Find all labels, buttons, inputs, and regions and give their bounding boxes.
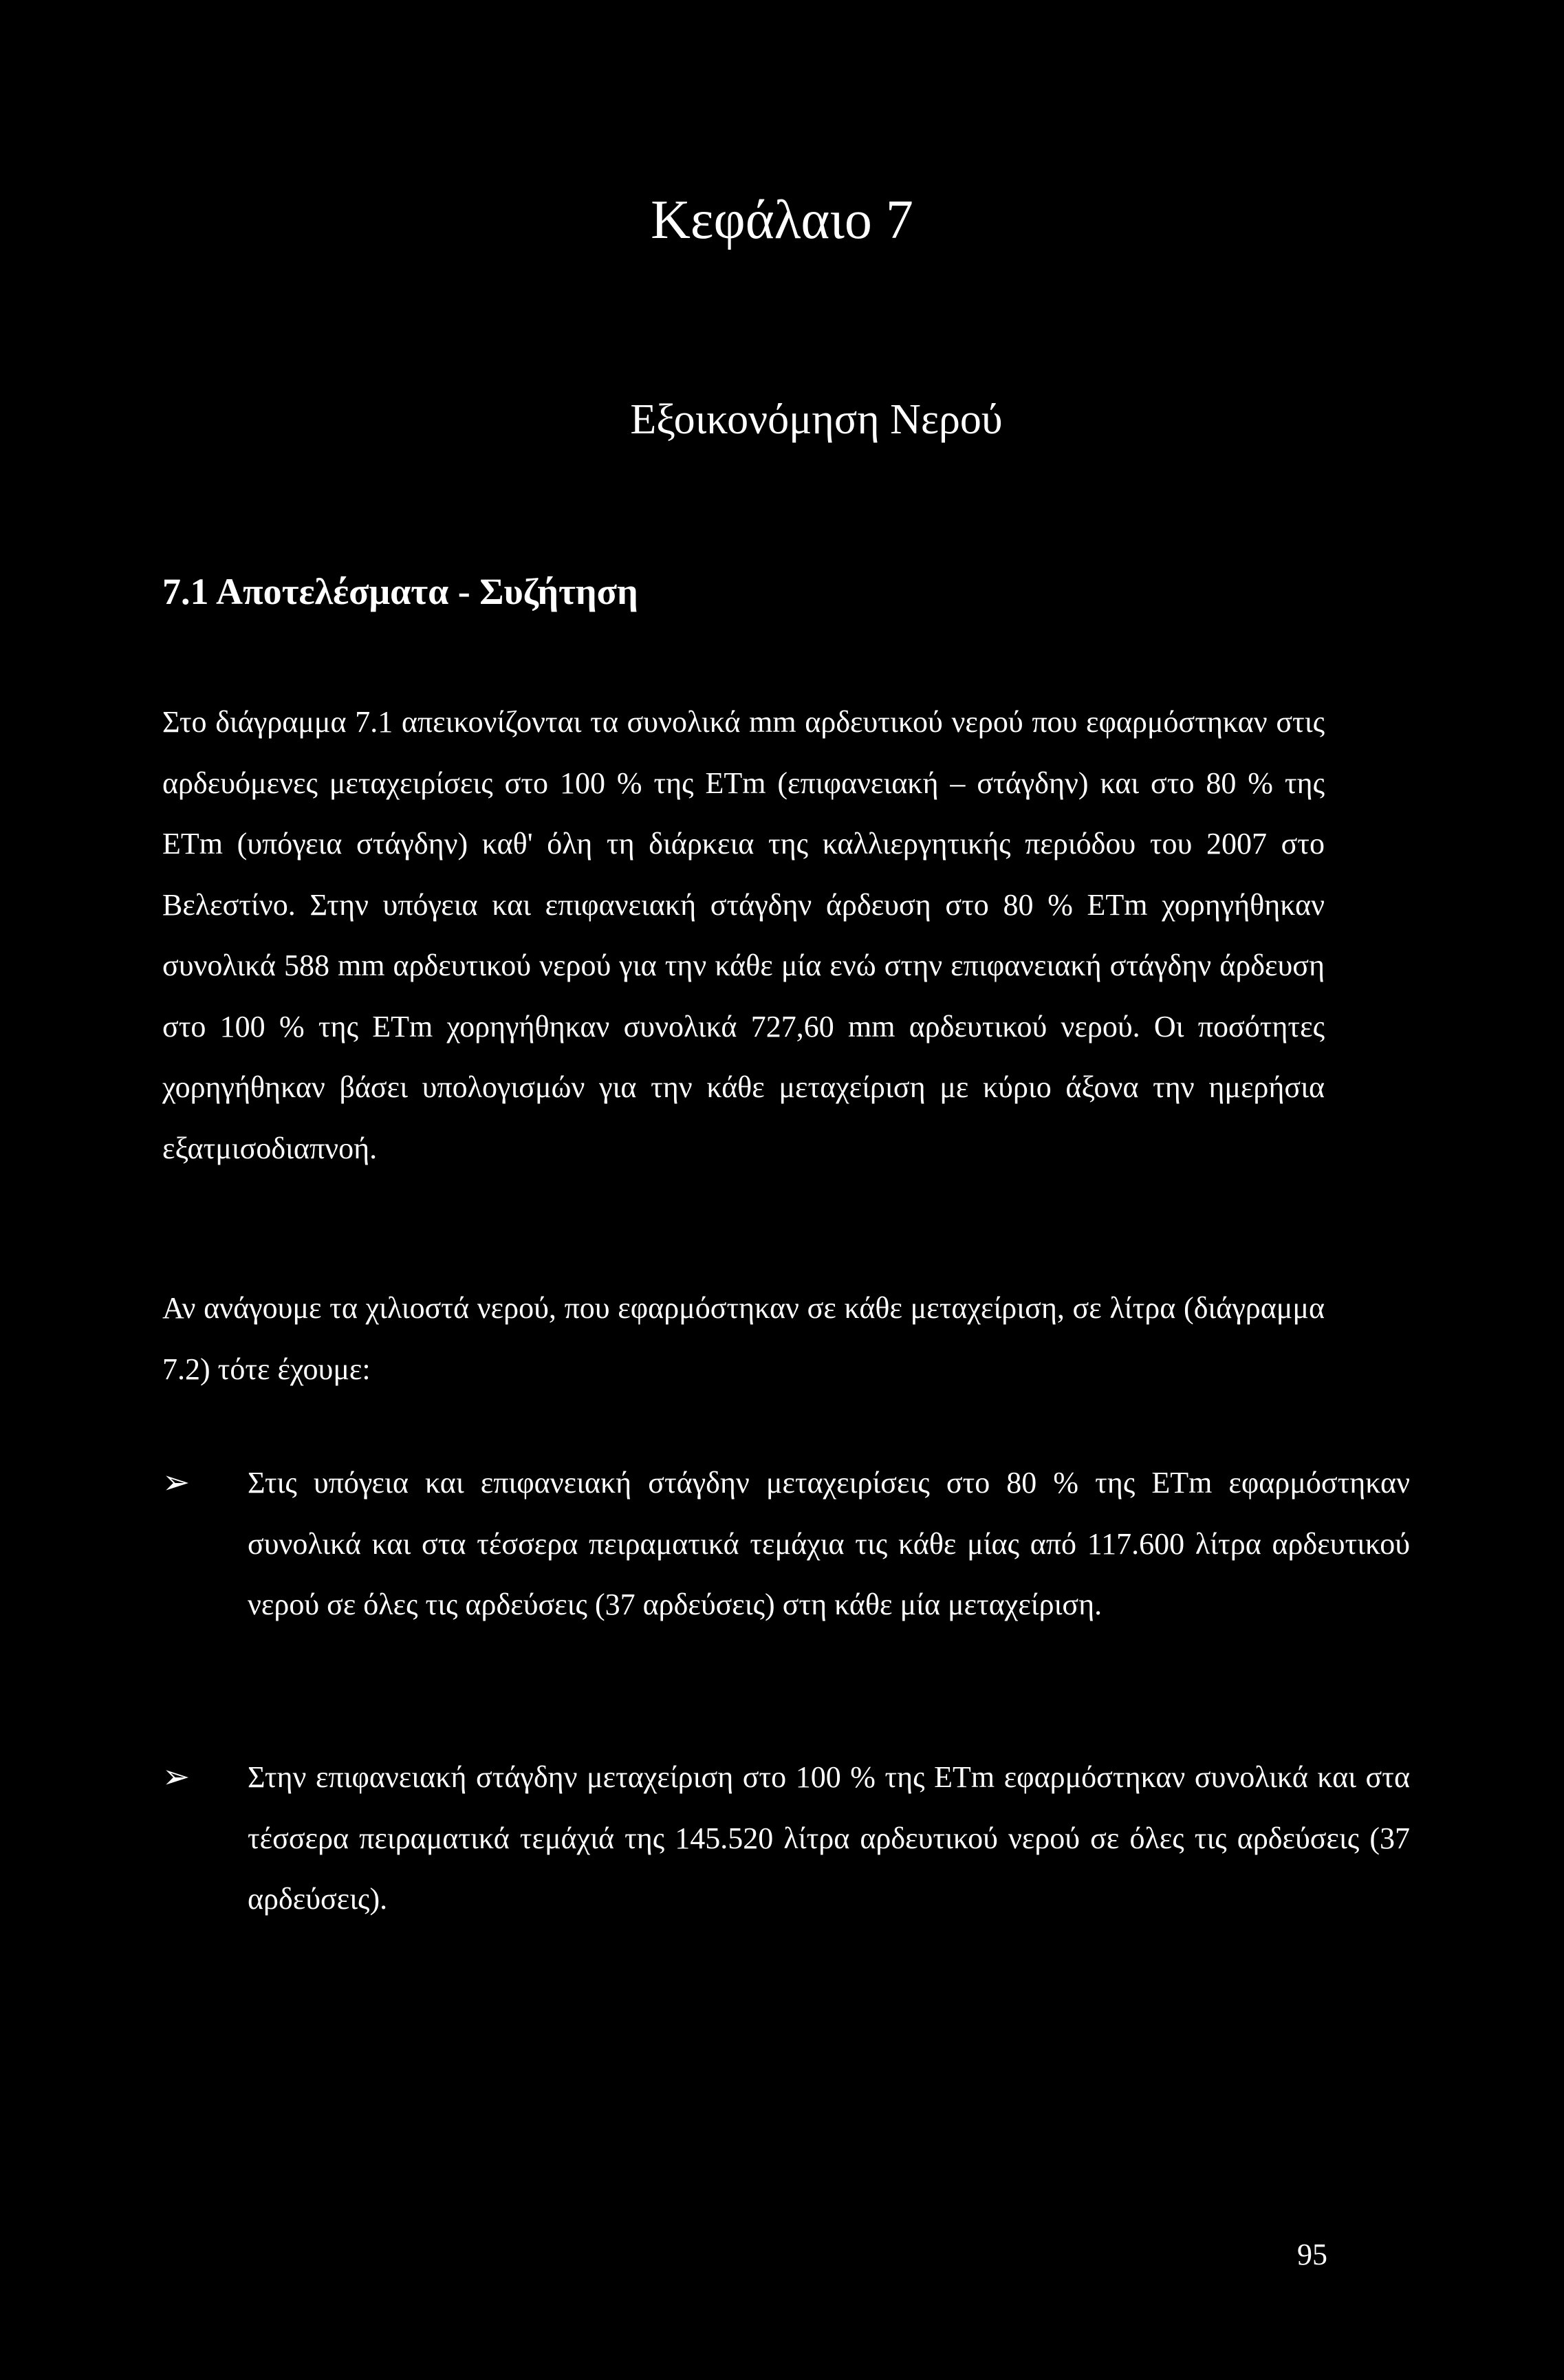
- bullet-text-1: Στις υπόγεια και επιφανειακή στάγδην μεταχειρίσεις στο 80 % της ETm εφαρμόστηκαν συνολικά και στα τέσσερα πειραματικά τεμάχια τις κάθε μίας από 117.600 λίτρα αρδευτικού νερού σε όλες τις αρδεύσεις (37 αρδεύσεις) στη κάθε μία μεταχείριση.: [248, 1466, 1410, 1621]
- arrow-bullet-icon: ➢: [162, 1464, 191, 1501]
- section-heading: 7.1 Αποτελέσματα - Συζήτηση: [162, 571, 638, 612]
- page-number: 95: [1297, 2238, 1327, 2271]
- bullet-item-2: [162, 1747, 1410, 1930]
- chapter-title: Κεφάλαιο 7: [651, 190, 913, 250]
- arrow-bullet-icon: ➢: [162, 1759, 191, 1795]
- bullet-item-1: [162, 1453, 1410, 1636]
- body-paragraph-1: Στο διάγραμμα 7.1 απεικονίζονται τα συνολικά mm αρδευτικού νερού που εφαρμόστηκαν στις αρδευόμενες μεταχειρίσεις στο 100 % της ETm (επιφανειακή – στάγδην) και στο 80 % της ETm (υπόγεια στάγδην) καθ' όλη τη διάρκεια της καλλιεργητικής περιόδου του 2007 στο Βελεστίνο. Στην υπόγεια και επιφανειακή στάγδην άρδευση στο 80 % ETm χορηγήθηκαν συνολικά 588 mm αρδευτικού νερού για την κάθε μία ενώ στην επιφανειακή στάγδην άρδευση στο 100 % της ETm χορηγήθηκαν συνολικά 727,60 mm αρδευτικού νερού. Οι ποσότητες χορηγήθηκαν βάσει υπολογισμών για την κάθε μεταχείριση με κύριο άξονα την ημερήσια εξατμισοδιαπνοή.: [162, 705, 1325, 1165]
- body-paragraph-2: Αν ανάγουμε τα χιλιοστά νερού, που εφαρμόστηκαν σε κάθε μεταχείριση, σε λίτρα (διάγραμμα 7.2) τότε έχουμε:: [162, 1291, 1325, 1386]
- bullet-text-2: Στην επιφανειακή στάγδην μεταχείριση στο 100 % της ETm εφαρμόστηκαν συνολικά και στα τέσσερα πειραματικά τεμάχιά της 145.520 λίτρα αρδευτικού νερού σε όλες τις αρδεύσεις (37 αρδεύσεις).: [248, 1760, 1410, 1916]
- chapter-subtitle: Εξοικονόμηση Νερού: [630, 396, 1003, 443]
